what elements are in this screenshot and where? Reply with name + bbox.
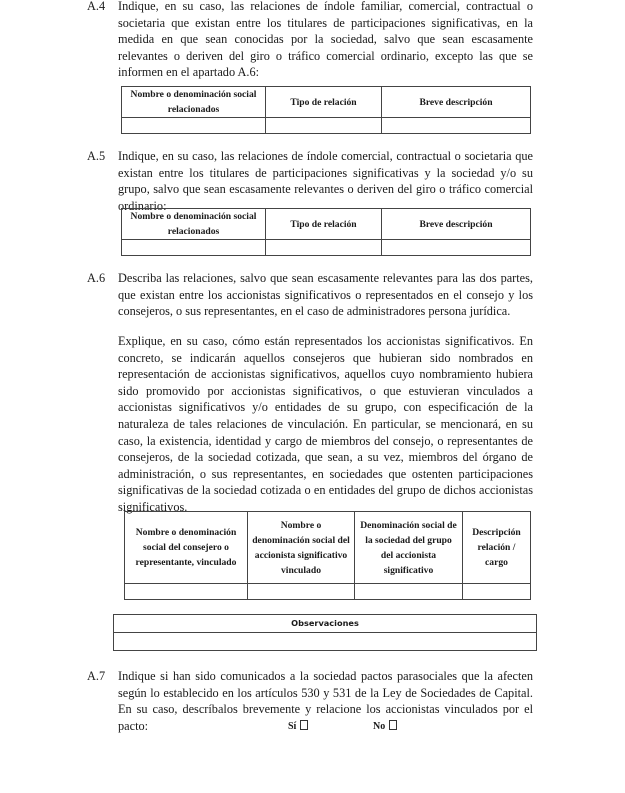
yes-checkbox[interactable] <box>300 720 308 730</box>
table-cell[interactable] <box>125 584 248 600</box>
table-header: Nombre o denominación social del accionista significativo vinculado <box>248 512 355 584</box>
observations-label: Observaciones <box>114 615 537 633</box>
table-header: Nombre o denominación social relacionados <box>122 87 266 118</box>
table-cell[interactable] <box>248 584 355 600</box>
table-header: Tipo de relación <box>266 209 382 240</box>
a4-relations-table <box>121 86 531 134</box>
section-number: A.7 <box>87 669 106 683</box>
no-option[interactable] <box>373 720 397 732</box>
section-a6 <box>87 270 533 320</box>
section-a5 <box>87 148 533 214</box>
yes-label: Sí <box>288 721 297 732</box>
table-header-row <box>122 87 531 118</box>
table-header: Descripción relación / cargo <box>463 512 531 584</box>
observations-field[interactable] <box>114 633 537 651</box>
section-text: Describa las relaciones, salvo que sean escasamente relevantes para las dos partes, que existan entre los accionistas significativos o representados en el consejo y los consejeros, o sus representantes, en el caso de administradores persona jurídica. <box>118 271 533 319</box>
a5-relations-table <box>121 208 531 256</box>
table-cell[interactable] <box>266 240 382 256</box>
no-label: No <box>373 721 386 732</box>
table-header-row <box>125 512 531 584</box>
table-cell[interactable] <box>266 118 382 134</box>
table-header: Denominación social de la sociedad del grupo del accionista significativo <box>355 512 463 584</box>
section-text: Indique si han sido comunicados a la sociedad pactos parasociales que la afecten según lo establecido en los artículos 530 y 531 de la Ley de Sociedades de Capital. En su caso, descríbalos brevemente y relacione los accionistas vinculados por el pacto: <box>118 669 533 733</box>
a6-directors-table <box>124 511 531 600</box>
section-number: A.6 <box>87 271 106 285</box>
table-row <box>122 240 531 256</box>
table-header: Nombre o denominación social del consejero o representante, vinculado <box>125 512 248 584</box>
observations-table <box>113 614 537 651</box>
table-row <box>122 118 531 134</box>
section-text: Indique, en su caso, las relaciones de índole familiar, comercial, contractual o societaria que existan entre los titulares de participaciones significativas, en la medida en que sean conocidas por la sociedad, salvo que sean escasamente relevantes o deriven del giro o tráfico comercial ordinario, excepto las que se informen en el apartado A.6: <box>118 0 533 80</box>
table-header: Breve descripción <box>382 87 531 118</box>
table-header: Nombre o denominación social relacionados <box>122 209 266 240</box>
table-cell[interactable] <box>355 584 463 600</box>
table-row <box>125 584 531 600</box>
a6-explanation: Explique, en su caso, cómo están representados los accionistas significativos. En concreto, se indicarán aquellos consejeros que hubieran sido nombrados en representación de accionistas significativos, aquellos cuyo nombramiento hubiera sido promovido por accionistas significativos, o que estuvieran vinculados a accionistas significativos y/o entidades de su grupo, con especificación de la naturaleza de tales relaciones de vinculación. En particular, se mencionará, en su caso, la existencia, identidad y cargo de miembros del consejo, o representantes de consejeros, de la sociedad cotizada, que sean, a su vez, miembros del órgano de administración, o sus representantes, en sociedades que ostenten participaciones significativas de la sociedad cotizada o en entidades del grupo de dichos accionistas significativos. <box>118 334 533 514</box>
no-checkbox[interactable] <box>389 720 397 730</box>
table-cell[interactable] <box>122 118 266 134</box>
section-a4 <box>87 0 533 81</box>
table-header: Tipo de relación <box>266 87 382 118</box>
table-cell[interactable] <box>382 240 531 256</box>
table-cell[interactable] <box>382 118 531 134</box>
section-text: Indique, en su caso, las relaciones de índole comercial, contractual o societaria que existan entre los titulares de participaciones significativas y la sociedad y/o su grupo, salvo que sean escasamente relevantes o deriven del giro o tráfico comercial ordinario: <box>118 149 533 213</box>
section-a7 <box>87 668 533 734</box>
table-row <box>114 633 537 651</box>
table-header-row <box>114 615 537 633</box>
yes-option[interactable] <box>288 720 308 732</box>
section-number: A.4 <box>87 0 106 13</box>
table-cell[interactable] <box>122 240 266 256</box>
table-cell[interactable] <box>463 584 531 600</box>
table-header: Breve descripción <box>382 209 531 240</box>
table-header-row <box>122 209 531 240</box>
section-number: A.5 <box>87 149 106 163</box>
